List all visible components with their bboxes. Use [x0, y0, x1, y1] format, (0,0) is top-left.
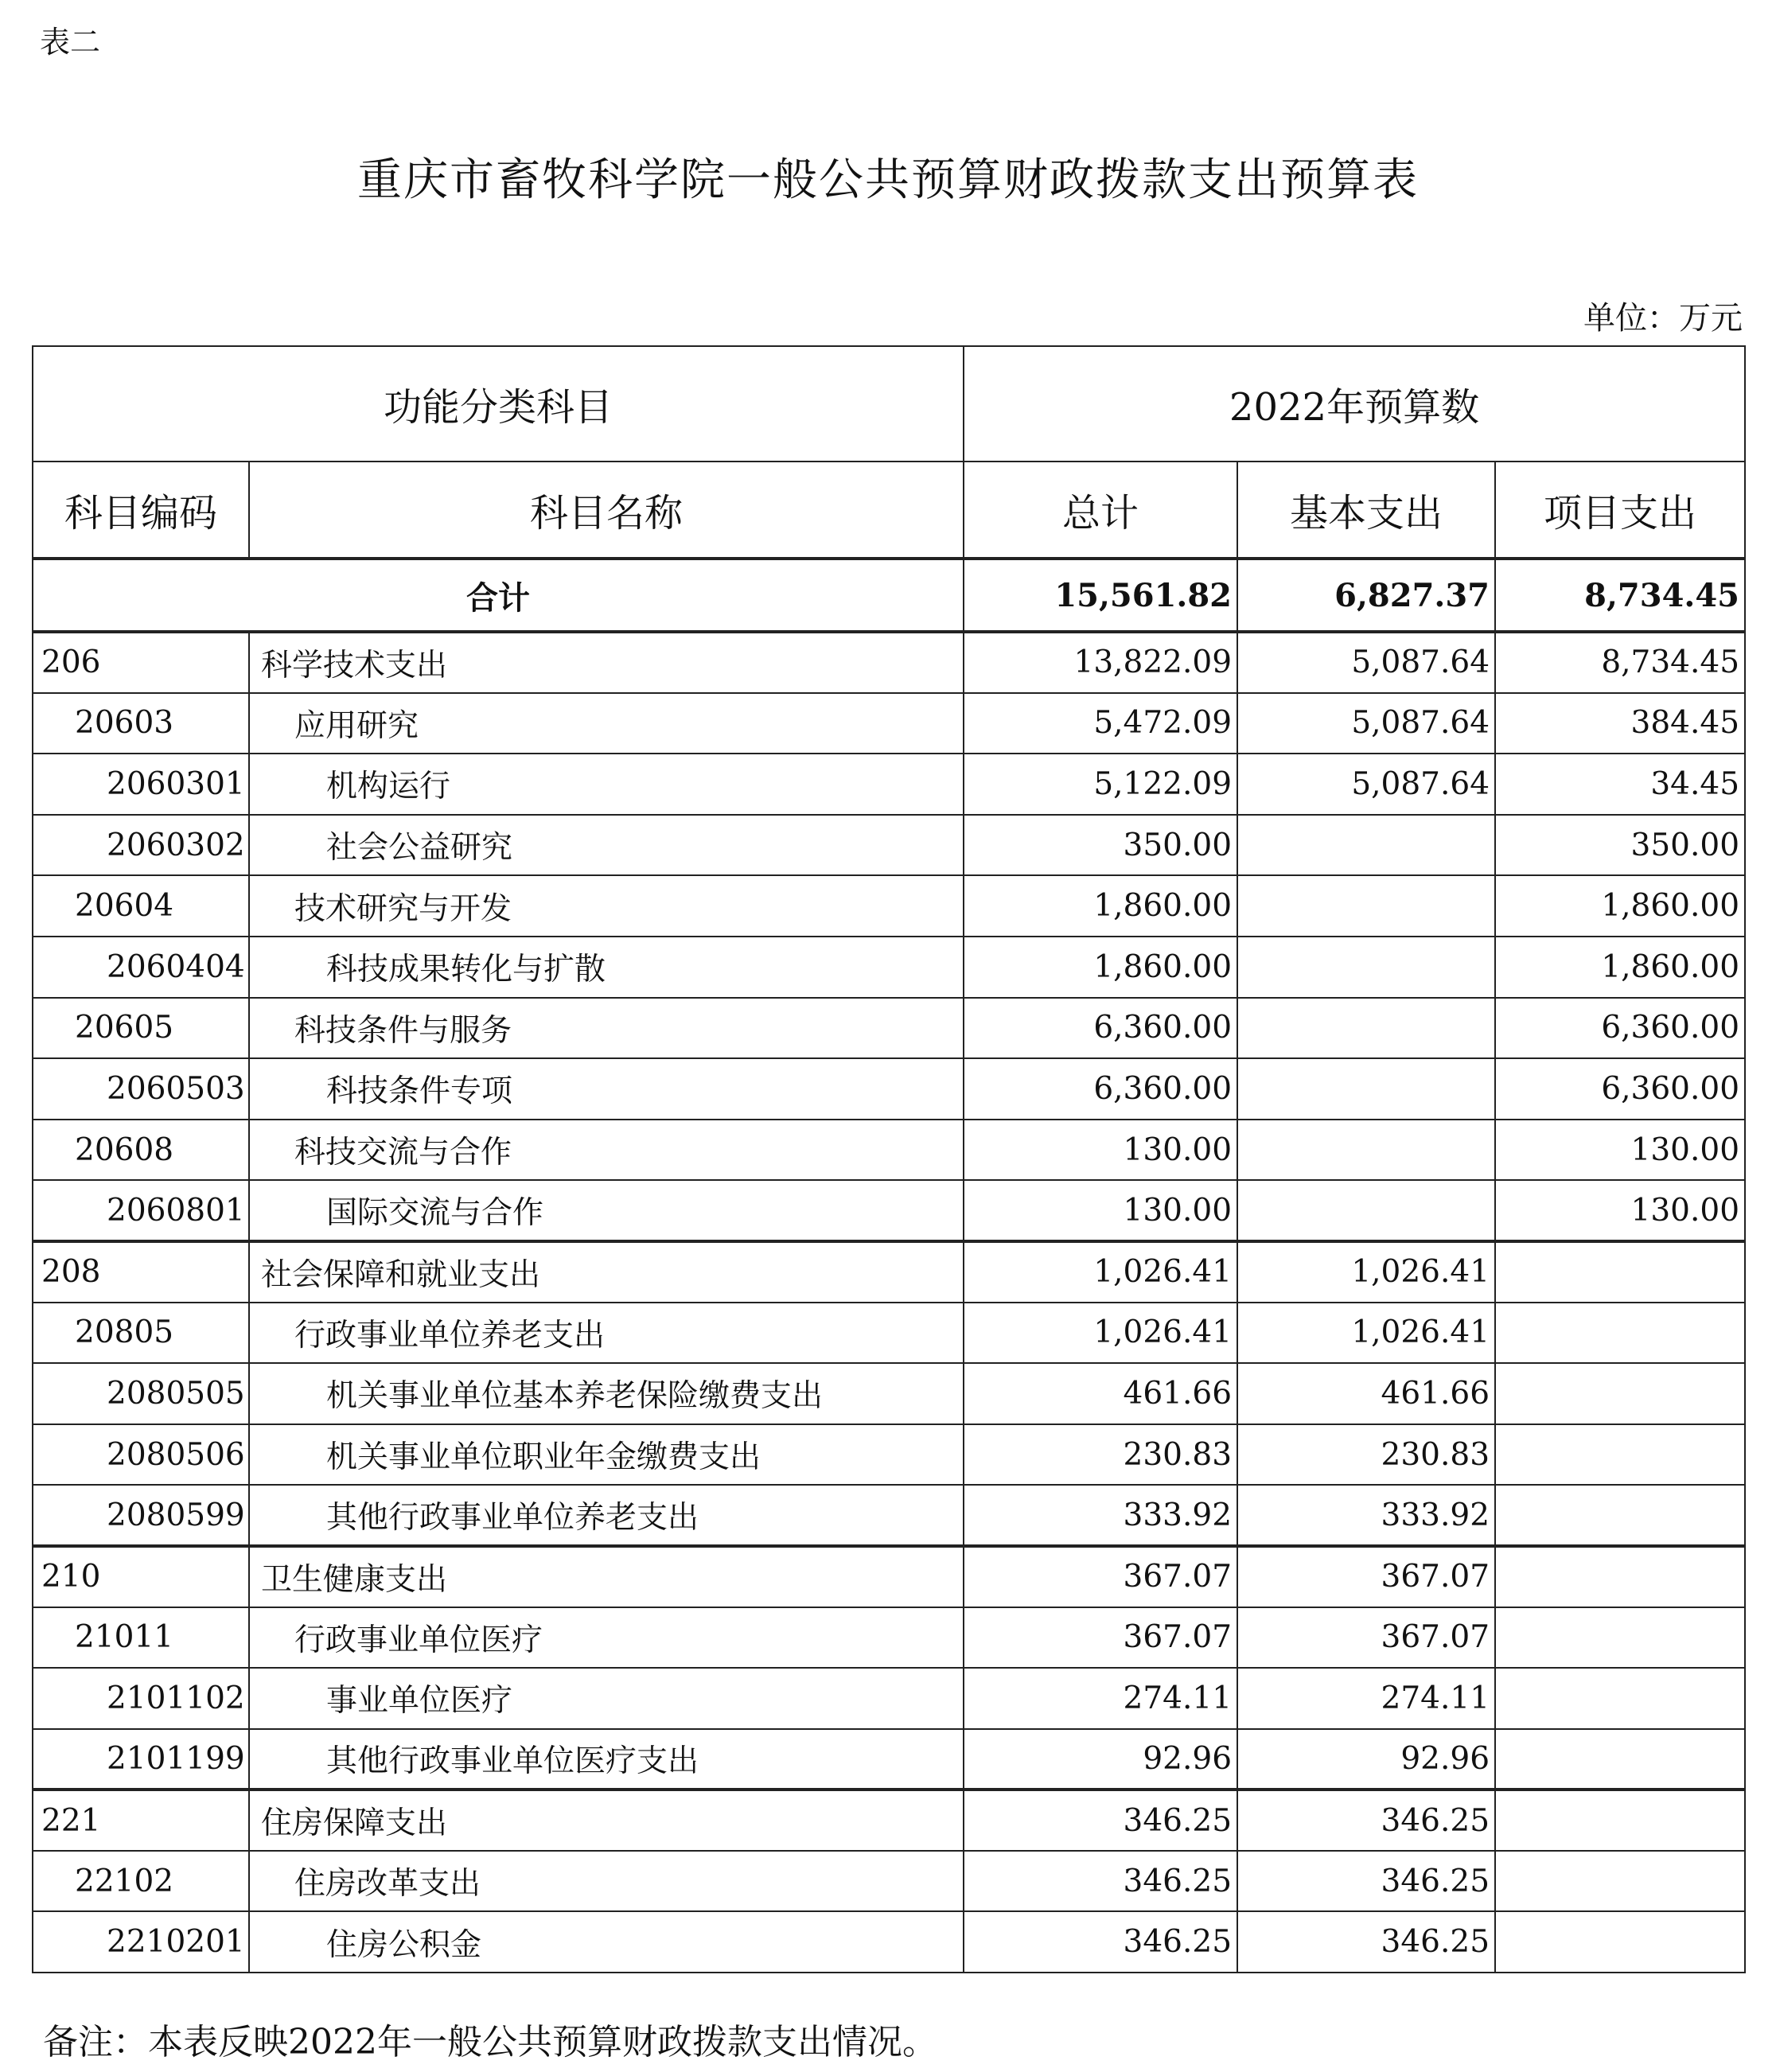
row-code: 20604	[33, 875, 249, 937]
row-basic: 346.25	[1237, 1851, 1495, 1912]
total-label: 合计	[33, 559, 964, 632]
row-total: 1,026.41	[964, 1241, 1237, 1303]
row-name: 应用研究	[249, 693, 964, 754]
row-code: 2101102	[33, 1668, 249, 1729]
row-project	[1495, 1668, 1745, 1729]
row-code: 20603	[33, 693, 249, 754]
budget-table	[32, 345, 1746, 1973]
row-name: 科技成果转化与扩散	[249, 937, 964, 998]
row-basic: 1,026.41	[1237, 1241, 1495, 1303]
table-row	[33, 1424, 1745, 1486]
table-row	[33, 632, 1745, 693]
total-project: 8,734.45	[1495, 559, 1745, 632]
row-total: 130.00	[964, 1120, 1237, 1181]
row-total: 274.11	[964, 1668, 1237, 1729]
row-total: 333.92	[964, 1485, 1237, 1546]
row-name: 机构运行	[249, 754, 964, 815]
row-total: 5,472.09	[964, 693, 1237, 754]
row-code: 22102	[33, 1851, 249, 1912]
row-total: 367.07	[964, 1546, 1237, 1607]
row-basic	[1237, 1058, 1495, 1120]
row-total: 346.25	[964, 1911, 1237, 1973]
row-basic: 333.92	[1237, 1485, 1495, 1546]
header-code: 科目编码	[33, 462, 249, 559]
table-row	[33, 693, 1745, 754]
row-project	[1495, 1790, 1745, 1851]
row-basic: 230.83	[1237, 1424, 1495, 1486]
table-row	[33, 1303, 1745, 1364]
header-basic: 基本支出	[1237, 462, 1495, 559]
row-code: 21011	[33, 1607, 249, 1669]
table-row	[33, 815, 1745, 876]
row-code: 2060503	[33, 1058, 249, 1120]
header-columns-row	[33, 462, 1745, 559]
row-code: 2080599	[33, 1485, 249, 1546]
row-total: 350.00	[964, 815, 1237, 876]
row-name: 科技条件与服务	[249, 998, 964, 1059]
table-row	[33, 1120, 1745, 1181]
total-total: 15,561.82	[964, 559, 1237, 632]
header-function-category: 功能分类科目	[33, 346, 964, 462]
row-total: 6,360.00	[964, 1058, 1237, 1120]
row-code: 210	[33, 1546, 249, 1607]
row-project: 130.00	[1495, 1120, 1745, 1181]
row-project	[1495, 1241, 1745, 1303]
table-row	[33, 1241, 1745, 1303]
table-row	[33, 1729, 1745, 1790]
row-total: 461.66	[964, 1363, 1237, 1424]
row-project	[1495, 1303, 1745, 1364]
header-name: 科目名称	[249, 462, 964, 559]
row-basic: 5,087.64	[1237, 693, 1495, 754]
row-name: 住房改革支出	[249, 1851, 964, 1912]
row-basic	[1237, 875, 1495, 937]
row-basic: 5,087.64	[1237, 632, 1495, 693]
row-total: 92.96	[964, 1729, 1237, 1790]
row-project: 8,734.45	[1495, 632, 1745, 693]
row-code: 2060301	[33, 754, 249, 815]
table-row	[33, 1546, 1745, 1607]
row-code: 221	[33, 1790, 249, 1851]
row-name: 事业单位医疗	[249, 1668, 964, 1729]
row-code: 2060801	[33, 1180, 249, 1241]
row-basic: 5,087.64	[1237, 754, 1495, 815]
row-basic: 274.11	[1237, 1668, 1495, 1729]
row-project	[1495, 1851, 1745, 1912]
row-basic: 346.25	[1237, 1790, 1495, 1851]
table-row	[33, 1363, 1745, 1424]
row-name: 社会公益研究	[249, 815, 964, 876]
total-row	[33, 559, 1745, 632]
row-code: 20608	[33, 1120, 249, 1181]
row-basic	[1237, 1180, 1495, 1241]
row-basic: 367.07	[1237, 1546, 1495, 1607]
row-name: 科技条件专项	[249, 1058, 964, 1120]
row-basic	[1237, 998, 1495, 1059]
header-total: 总计	[964, 462, 1237, 559]
row-name: 机关事业单位基本养老保险缴费支出	[249, 1363, 964, 1424]
row-total: 1,860.00	[964, 875, 1237, 937]
row-basic	[1237, 1120, 1495, 1181]
row-code: 20605	[33, 998, 249, 1059]
row-basic	[1237, 937, 1495, 998]
unit-label: 单位：万元	[1583, 300, 1743, 337]
row-project	[1495, 1546, 1745, 1607]
row-name: 行政事业单位养老支出	[249, 1303, 964, 1364]
row-project: 384.45	[1495, 693, 1745, 754]
header-project: 项目支出	[1495, 462, 1745, 559]
row-total: 230.83	[964, 1424, 1237, 1486]
table-row	[33, 937, 1745, 998]
table-row	[33, 1790, 1745, 1851]
row-code: 2060302	[33, 815, 249, 876]
row-project: 1,860.00	[1495, 937, 1745, 998]
row-name: 技术研究与开发	[249, 875, 964, 937]
row-basic	[1237, 815, 1495, 876]
total-basic: 6,827.37	[1237, 559, 1495, 632]
footnote: 备注：本表反映2022年一般公共预算财政拨款支出情况。	[43, 2022, 937, 2062]
row-basic: 1,026.41	[1237, 1303, 1495, 1364]
row-total: 1,026.41	[964, 1303, 1237, 1364]
row-project	[1495, 1363, 1745, 1424]
row-project	[1495, 1911, 1745, 1973]
table-row	[33, 1058, 1745, 1120]
row-total: 346.25	[964, 1851, 1237, 1912]
row-name: 住房保障支出	[249, 1790, 964, 1851]
row-project	[1495, 1485, 1745, 1546]
row-code: 2101199	[33, 1729, 249, 1790]
row-project: 6,360.00	[1495, 1058, 1745, 1120]
table-number-tag: 表二	[40, 25, 101, 60]
row-basic: 346.25	[1237, 1911, 1495, 1973]
row-total: 13,822.09	[964, 632, 1237, 693]
table-row	[33, 875, 1745, 937]
row-name: 其他行政事业单位养老支出	[249, 1485, 964, 1546]
row-name: 其他行政事业单位医疗支出	[249, 1729, 964, 1790]
row-project	[1495, 1607, 1745, 1669]
row-name: 住房公积金	[249, 1911, 964, 1973]
row-project: 350.00	[1495, 815, 1745, 876]
table-row	[33, 1911, 1745, 1973]
row-code: 20805	[33, 1303, 249, 1364]
row-project: 130.00	[1495, 1180, 1745, 1241]
row-basic: 461.66	[1237, 1363, 1495, 1424]
row-total: 367.07	[964, 1607, 1237, 1669]
header-group-row	[33, 346, 1745, 462]
row-code: 2210201	[33, 1911, 249, 1973]
table-row	[33, 754, 1745, 815]
row-project	[1495, 1729, 1745, 1790]
row-name: 行政事业单位医疗	[249, 1607, 964, 1669]
row-total: 130.00	[964, 1180, 1237, 1241]
row-project: 6,360.00	[1495, 998, 1745, 1059]
header-budget-2022: 2022年预算数	[964, 346, 1745, 462]
row-basic: 92.96	[1237, 1729, 1495, 1790]
row-code: 208	[33, 1241, 249, 1303]
row-total: 346.25	[964, 1790, 1237, 1851]
row-basic: 367.07	[1237, 1607, 1495, 1669]
row-project	[1495, 1424, 1745, 1486]
row-name: 机关事业单位职业年金缴费支出	[249, 1424, 964, 1486]
row-total: 5,122.09	[964, 754, 1237, 815]
page-title: 重庆市畜牧科学院一般公共预算财政拨款支出预算表	[357, 154, 1419, 206]
table-row	[33, 1180, 1745, 1241]
table-row	[33, 1851, 1745, 1912]
row-total: 1,860.00	[964, 937, 1237, 998]
row-project: 1,860.00	[1495, 875, 1745, 937]
row-name: 国际交流与合作	[249, 1180, 964, 1241]
row-name: 卫生健康支出	[249, 1546, 964, 1607]
table-row	[33, 1607, 1745, 1669]
table-row	[33, 998, 1745, 1059]
row-name: 科技交流与合作	[249, 1120, 964, 1181]
row-code: 2060404	[33, 937, 249, 998]
row-name: 社会保障和就业支出	[249, 1241, 964, 1303]
row-project: 34.45	[1495, 754, 1745, 815]
row-code: 2080506	[33, 1424, 249, 1486]
row-name: 科学技术支出	[249, 632, 964, 693]
row-total: 6,360.00	[964, 998, 1237, 1059]
table-row	[33, 1668, 1745, 1729]
row-code: 2080505	[33, 1363, 249, 1424]
table-row	[33, 1485, 1745, 1546]
row-code: 206	[33, 632, 249, 693]
